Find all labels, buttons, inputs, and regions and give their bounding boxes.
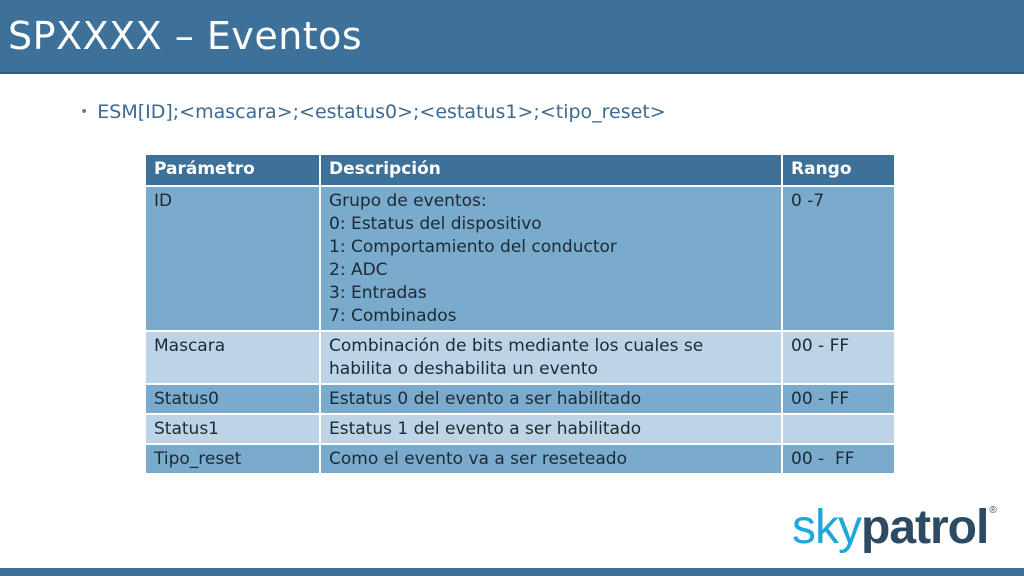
bottom-strip xyxy=(0,568,1024,576)
bullet-item xyxy=(80,101,666,123)
cell-param: Status0 xyxy=(145,384,320,414)
cell-desc xyxy=(320,331,782,384)
desc-line: 0: Estatus del dispositivo xyxy=(329,214,542,234)
desc-line: 2: ADC xyxy=(329,260,388,280)
table-row xyxy=(145,444,895,474)
cell-desc xyxy=(320,444,782,474)
cell-range: 00 - FF xyxy=(782,384,895,414)
desc-line: habilita o deshabilita un evento xyxy=(329,359,598,379)
desc-line: Estatus 1 del evento a ser habilitado xyxy=(329,419,642,439)
cell-desc xyxy=(320,414,782,444)
header-rango: Rango xyxy=(782,154,895,186)
parameters-table xyxy=(144,153,896,475)
desc-line: 3: Entradas xyxy=(329,283,427,303)
desc-line: Grupo de eventos: xyxy=(329,191,487,211)
cell-param: Tipo_reset xyxy=(145,444,320,474)
desc-line: 1: Comportamiento del conductor xyxy=(329,237,617,257)
cell-range xyxy=(782,414,895,444)
cell-desc xyxy=(320,186,782,331)
cell-desc xyxy=(320,384,782,414)
desc-line: 7: Combinados xyxy=(329,306,457,326)
table-row xyxy=(145,414,895,444)
cell-range: 00 - FF xyxy=(782,331,895,384)
bullet-dot-icon: • xyxy=(80,104,89,120)
bullet-text: ESM[ID];<mascara>;<estatus0>;<estatus1>;<tipo_reset> xyxy=(97,101,666,123)
logo-patrol-text: patrol xyxy=(861,501,989,554)
desc-line: Estatus 0 del evento a ser habilitado xyxy=(329,389,642,409)
cell-range: 00 - FF xyxy=(782,444,895,474)
table-row xyxy=(145,186,895,331)
header-descripcion: Descripción xyxy=(320,154,782,186)
cell-param: Mascara xyxy=(145,331,320,384)
slide-title: SPXXXX – Eventos xyxy=(8,14,363,58)
skypatrol-logo xyxy=(792,500,996,569)
cell-param: ID xyxy=(145,186,320,331)
table-row xyxy=(145,384,895,414)
header-parametro: Parámetro xyxy=(145,154,320,186)
cell-range: 0 -7 xyxy=(782,186,895,331)
logo-sky-text: sky xyxy=(792,501,861,554)
table-header-row xyxy=(145,154,895,186)
title-bar xyxy=(0,0,1024,74)
cell-param: Status1 xyxy=(145,414,320,444)
desc-line: Como el evento va a ser reseteado xyxy=(329,449,627,469)
registered-mark-icon: ® xyxy=(989,505,996,516)
desc-line: Combinación de bits mediante los cuales se xyxy=(329,336,704,356)
table-row xyxy=(145,331,895,384)
